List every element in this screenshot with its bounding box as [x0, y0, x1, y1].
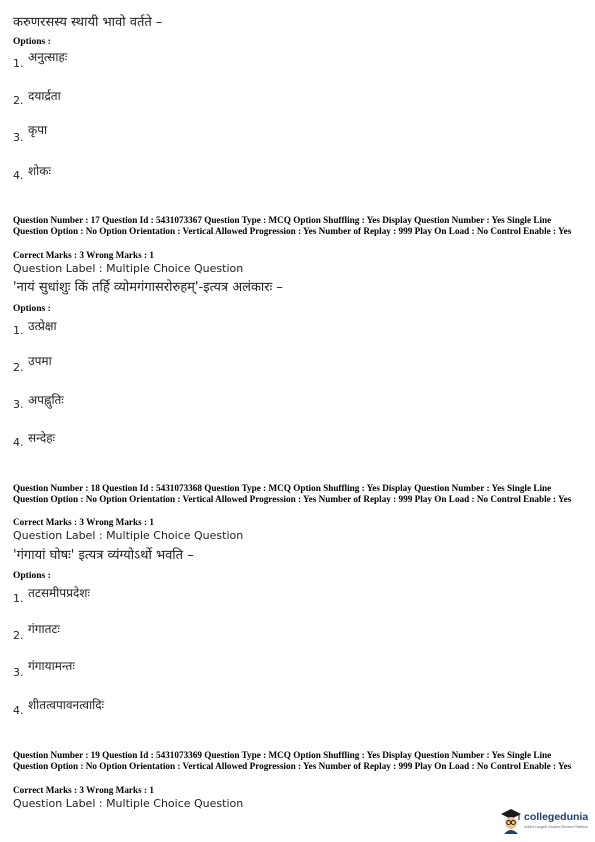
option-number: 4. — [13, 436, 24, 449]
option-text: तटसमीपप्रदेशः — [28, 586, 90, 600]
logo-wordmark: collegedunia — [524, 811, 589, 823]
option-number: 4. — [13, 169, 24, 182]
options-heading: Options : — [13, 37, 51, 47]
option-number: 2. — [13, 629, 24, 642]
option-number: 3. — [13, 131, 24, 144]
question-text: 'गंगायां घोषः' इत्यत्र व्यंग्योऽर्थो भवति – — [13, 548, 194, 563]
option-text: गंगायामन्तः — [28, 659, 75, 673]
question-metadata: Question Number : 18 Question Id : 5431073368 Question Type : MCQ Option Shuffling : Yes Display Question Number : Yes Single Line Question Option : No Option Orientation : Vertical Allowed Progression : Yes Number of Replay : 999 Play On Load : No Control Enable : Yes — [13, 483, 572, 504]
option-number: 1. — [13, 57, 24, 70]
option-number: 1. — [13, 592, 24, 605]
option-number: 3. — [13, 666, 24, 679]
marks-info: Correct Marks : 3 Wrong Marks : 1 — [13, 785, 154, 795]
option-number: 2. — [13, 361, 24, 374]
option-text: गंगातटः — [28, 622, 60, 636]
option-text: शोकः — [28, 164, 51, 178]
question-label: Question Label : Multiple Choice Question — [13, 797, 244, 810]
option-number: 1. — [13, 324, 24, 337]
option-number: 4. — [13, 704, 24, 717]
option-number: 2. — [13, 94, 24, 107]
question-metadata: Question Number : 17 Question Id : 5431073367 Question Type : MCQ Option Shuffling : Yes Display Question Number : Yes Single Line Question Option : No Option Orientation : Vertical Allowed Progression : Yes Number of Replay : 999 Play On Load : No Control Enable : Yes — [13, 215, 572, 236]
option-text: दयार्द्रता — [28, 89, 61, 103]
question-label: Question Label : Multiple Choice Question — [13, 262, 244, 275]
logo-tagline: India's Largest Student Review Platform — [524, 825, 588, 829]
option-number: 3. — [13, 398, 24, 411]
graduate-mascot-icon — [500, 808, 522, 834]
option-text: शीतत्वपावनत्वादिः — [28, 698, 105, 712]
option-text: अनुत्साहः — [28, 50, 68, 64]
question-text: करुणरसस्य स्थायी भावो वर्तते – — [13, 15, 163, 30]
marks-info: Correct Marks : 3 Wrong Marks : 1 — [13, 517, 154, 527]
options-heading: Options : — [13, 304, 51, 314]
question-metadata: Question Number : 19 Question Id : 5431073369 Question Type : MCQ Option Shuffling : Yes Display Question Number : Yes Single Line Question Option : No Option Orientation : Vertical Allowed Progression : Yes Number of Replay : 999 Play On Load : No Control Enable : Yes — [13, 750, 572, 771]
marks-info: Correct Marks : 3 Wrong Marks : 1 — [13, 250, 154, 260]
collegedunia-logo — [500, 806, 592, 836]
option-text: उत्प्रेक्षा — [28, 319, 57, 333]
question-label: Question Label : Multiple Choice Question — [13, 529, 244, 542]
option-text: सन्देहः — [28, 431, 55, 445]
options-heading: Options : — [13, 571, 51, 581]
question-text: 'नायं सुधांशुः किं तर्हि व्योमगंगासरोरुहम्'-इत्यत्र अलंकारः – — [13, 280, 283, 295]
option-text: उपमा — [28, 354, 52, 368]
option-text: कृपा — [28, 123, 48, 137]
option-text: अपह्नुतिः — [28, 393, 64, 407]
